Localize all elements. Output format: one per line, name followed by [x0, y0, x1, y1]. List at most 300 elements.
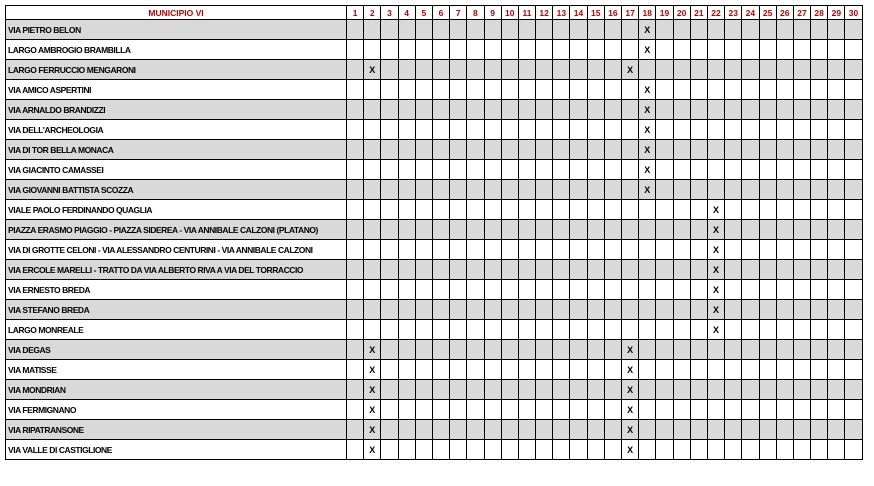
day-cell: [415, 300, 432, 320]
day-cell: [845, 320, 862, 340]
day-mark: X: [364, 360, 381, 380]
day-cell: [604, 200, 621, 220]
day-cell: [622, 180, 639, 200]
day-cell: [536, 400, 553, 420]
day-cell: [553, 420, 570, 440]
day-cell: [518, 360, 535, 380]
day-cell: [432, 380, 449, 400]
day-header-10: 10: [501, 6, 518, 20]
day-cell: [587, 200, 604, 220]
day-cell: [828, 140, 845, 160]
day-cell: [398, 100, 415, 120]
day-cell: [845, 420, 862, 440]
day-cell: [501, 220, 518, 240]
day-cell: [742, 100, 759, 120]
day-cell: [828, 440, 845, 460]
day-header-1: 1: [347, 6, 364, 20]
day-header-5: 5: [415, 6, 432, 20]
table-row: [6, 160, 863, 180]
day-cell: [690, 80, 707, 100]
table-title: MUNICIPIO VI: [6, 6, 347, 20]
day-cell: [381, 380, 398, 400]
day-cell: [501, 440, 518, 460]
day-cell: [725, 240, 742, 260]
day-cell: [776, 60, 793, 80]
street-name: VIA ERCOLE MARELLI - TRATTO DA VIA ALBERTO RIVA A VIA DEL TORRACCIO: [6, 260, 347, 280]
day-cell: [622, 120, 639, 140]
day-cell: [432, 120, 449, 140]
schedule-table: [5, 5, 863, 460]
day-cell: [811, 380, 828, 400]
day-cell: [415, 120, 432, 140]
day-cell: [776, 100, 793, 120]
day-cell: [725, 380, 742, 400]
day-cell: [450, 440, 467, 460]
day-cell: [570, 100, 587, 120]
day-cell: [484, 120, 501, 140]
day-cell: [811, 440, 828, 460]
day-cell: [484, 80, 501, 100]
day-cell: [467, 400, 484, 420]
day-cell: [381, 140, 398, 160]
day-cell: [793, 420, 810, 440]
day-cell: [347, 340, 364, 360]
day-header-14: 14: [570, 6, 587, 20]
day-header-15: 15: [587, 6, 604, 20]
day-cell: [484, 280, 501, 300]
day-cell: [398, 340, 415, 360]
day-header-13: 13: [553, 6, 570, 20]
day-cell: [639, 380, 656, 400]
day-cell: [432, 40, 449, 60]
day-cell: [501, 380, 518, 400]
day-cell: [347, 320, 364, 340]
day-cell: [518, 100, 535, 120]
street-name: VIA GIACINTO CAMASSEI: [6, 160, 347, 180]
day-cell: [622, 320, 639, 340]
day-cell: [656, 160, 673, 180]
day-cell: [811, 140, 828, 160]
day-cell: [364, 80, 381, 100]
day-cell: [536, 440, 553, 460]
day-cell: [570, 120, 587, 140]
day-cell: [347, 420, 364, 440]
day-cell: [536, 320, 553, 340]
day-cell: [845, 160, 862, 180]
day-cell: [828, 220, 845, 240]
day-cell: [793, 140, 810, 160]
day-cell: [432, 280, 449, 300]
day-cell: [484, 420, 501, 440]
day-cell: [536, 120, 553, 140]
day-cell: [622, 300, 639, 320]
day-cell: [432, 140, 449, 160]
day-cell: [347, 40, 364, 60]
day-cell: [793, 80, 810, 100]
day-cell: [484, 340, 501, 360]
day-cell: [673, 300, 690, 320]
day-cell: [518, 280, 535, 300]
day-cell: [742, 200, 759, 220]
day-cell: [432, 400, 449, 420]
day-cell: [432, 340, 449, 360]
day-cell: [759, 220, 776, 240]
day-mark: X: [707, 200, 724, 220]
day-cell: [415, 380, 432, 400]
day-mark: X: [639, 140, 656, 160]
day-cell: [501, 200, 518, 220]
day-mark: X: [364, 440, 381, 460]
day-cell: [536, 240, 553, 260]
day-cell: [776, 420, 793, 440]
day-cell: [570, 320, 587, 340]
day-cell: [381, 200, 398, 220]
day-cell: [518, 340, 535, 360]
day-cell: [690, 180, 707, 200]
day-header-3: 3: [381, 6, 398, 20]
day-cell: [398, 40, 415, 60]
day-cell: [467, 80, 484, 100]
day-cell: [587, 80, 604, 100]
day-cell: [587, 60, 604, 80]
day-cell: [518, 60, 535, 80]
day-cell: [845, 380, 862, 400]
table-row: [6, 320, 863, 340]
day-cell: [776, 200, 793, 220]
day-cell: [622, 260, 639, 280]
day-cell: [622, 40, 639, 60]
day-cell: [656, 200, 673, 220]
day-cell: [553, 300, 570, 320]
day-cell: [690, 320, 707, 340]
day-cell: [553, 360, 570, 380]
day-cell: [553, 40, 570, 60]
day-mark: X: [639, 100, 656, 120]
day-cell: [450, 160, 467, 180]
table-row: [6, 180, 863, 200]
day-cell: [450, 20, 467, 40]
day-mark: X: [364, 60, 381, 80]
street-name: PIAZZA ERASMO PIAGGIO - PIAZZA SIDEREA - VIA ANNIBALE CALZONI (PLATANO): [6, 220, 347, 240]
street-name: VIA PIETRO BELON: [6, 20, 347, 40]
day-cell: [759, 440, 776, 460]
day-cell: [347, 240, 364, 260]
day-cell: [656, 420, 673, 440]
day-cell: [656, 140, 673, 160]
day-cell: [845, 180, 862, 200]
day-cell: [432, 440, 449, 460]
day-cell: [776, 20, 793, 40]
day-cell: [501, 240, 518, 260]
day-cell: [604, 240, 621, 260]
day-cell: [518, 80, 535, 100]
day-cell: [415, 420, 432, 440]
day-cell: [518, 20, 535, 40]
street-name: VIALE PAOLO FERDINANDO QUAGLIA: [6, 200, 347, 220]
day-cell: [553, 220, 570, 240]
day-cell: [759, 240, 776, 260]
day-cell: [793, 380, 810, 400]
day-cell: [518, 140, 535, 160]
day-cell: [347, 260, 364, 280]
day-cell: [450, 400, 467, 420]
day-cell: [690, 160, 707, 180]
day-cell: [484, 400, 501, 420]
day-cell: [484, 320, 501, 340]
day-cell: [811, 420, 828, 440]
day-cell: [759, 20, 776, 40]
day-cell: [587, 140, 604, 160]
day-cell: [845, 400, 862, 420]
day-cell: [553, 60, 570, 80]
day-cell: [811, 80, 828, 100]
day-header-18: 18: [639, 6, 656, 20]
day-cell: [501, 320, 518, 340]
day-cell: [415, 140, 432, 160]
day-cell: [656, 320, 673, 340]
day-cell: [484, 160, 501, 180]
day-cell: [759, 80, 776, 100]
day-cell: [415, 340, 432, 360]
day-cell: [553, 100, 570, 120]
day-cell: [484, 240, 501, 260]
day-cell: [415, 20, 432, 40]
table-row: [6, 340, 863, 360]
day-header-30: 30: [845, 6, 862, 20]
day-cell: [518, 180, 535, 200]
day-cell: [347, 80, 364, 100]
day-cell: [553, 440, 570, 460]
day-cell: [587, 180, 604, 200]
day-cell: [501, 40, 518, 60]
day-cell: [450, 360, 467, 380]
day-cell: [604, 40, 621, 60]
day-cell: [759, 300, 776, 320]
day-cell: [759, 40, 776, 60]
day-cell: [639, 360, 656, 380]
table-row: [6, 200, 863, 220]
day-cell: [793, 200, 810, 220]
day-cell: [518, 440, 535, 460]
street-name: VIA VALLE DI CASTIGLIONE: [6, 440, 347, 460]
day-cell: [707, 180, 724, 200]
day-cell: [484, 20, 501, 40]
day-cell: [536, 300, 553, 320]
day-cell: [347, 100, 364, 120]
day-cell: [742, 220, 759, 240]
day-cell: [845, 440, 862, 460]
day-cell: [622, 200, 639, 220]
day-cell: [759, 380, 776, 400]
street-name: VIA DI GROTTE CELONI - VIA ALESSANDRO CENTURINI - VIA ANNIBALE CALZONI: [6, 240, 347, 260]
day-cell: [570, 160, 587, 180]
day-cell: [364, 100, 381, 120]
day-cell: [450, 420, 467, 440]
day-mark: X: [364, 400, 381, 420]
day-cell: [347, 20, 364, 40]
day-cell: [742, 340, 759, 360]
day-cell: [604, 300, 621, 320]
day-mark: X: [622, 400, 639, 420]
day-mark: X: [707, 220, 724, 240]
day-cell: [570, 360, 587, 380]
day-cell: [432, 360, 449, 380]
day-cell: [845, 60, 862, 80]
day-cell: [622, 20, 639, 40]
day-cell: [536, 140, 553, 160]
street-name: LARGO FERRUCCIO MENGARONI: [6, 60, 347, 80]
day-cell: [656, 20, 673, 40]
day-cell: [690, 140, 707, 160]
day-cell: [639, 60, 656, 80]
day-cell: [845, 140, 862, 160]
day-cell: [347, 400, 364, 420]
day-cell: [570, 80, 587, 100]
day-mark: X: [639, 160, 656, 180]
day-cell: [673, 440, 690, 460]
day-cell: [347, 380, 364, 400]
day-cell: [364, 240, 381, 260]
day-cell: [725, 200, 742, 220]
day-cell: [553, 240, 570, 260]
street-name: VIA GIOVANNI BATTISTA SCOZZA: [6, 180, 347, 200]
day-cell: [656, 180, 673, 200]
day-cell: [364, 180, 381, 200]
day-cell: [398, 280, 415, 300]
day-cell: [604, 380, 621, 400]
day-cell: [793, 400, 810, 420]
day-cell: [518, 260, 535, 280]
day-cell: [828, 280, 845, 300]
day-cell: [776, 300, 793, 320]
day-cell: [656, 120, 673, 140]
day-cell: [467, 240, 484, 260]
day-cell: [776, 260, 793, 280]
day-cell: [725, 100, 742, 120]
day-cell: [432, 240, 449, 260]
day-cell: [501, 280, 518, 300]
day-cell: [501, 60, 518, 80]
day-cell: [381, 240, 398, 260]
day-cell: [518, 160, 535, 180]
day-mark: X: [622, 420, 639, 440]
day-cell: [518, 120, 535, 140]
day-cell: [467, 360, 484, 380]
day-cell: [536, 340, 553, 360]
day-cell: [587, 340, 604, 360]
table-body: [6, 20, 863, 460]
day-cell: [381, 260, 398, 280]
day-cell: [742, 60, 759, 80]
day-header-23: 23: [725, 6, 742, 20]
day-cell: [742, 160, 759, 180]
day-cell: [793, 100, 810, 120]
day-header-17: 17: [622, 6, 639, 20]
day-cell: [415, 440, 432, 460]
day-cell: [501, 400, 518, 420]
day-cell: [639, 240, 656, 260]
day-cell: [381, 340, 398, 360]
table-row: [6, 360, 863, 380]
day-cell: [467, 440, 484, 460]
day-cell: [364, 20, 381, 40]
day-cell: [776, 120, 793, 140]
day-cell: [656, 100, 673, 120]
day-cell: [828, 380, 845, 400]
table-row: [6, 60, 863, 80]
day-cell: [656, 40, 673, 60]
day-cell: [845, 280, 862, 300]
day-header-21: 21: [690, 6, 707, 20]
day-cell: [484, 60, 501, 80]
day-cell: [811, 180, 828, 200]
day-mark: X: [707, 260, 724, 280]
day-cell: [501, 160, 518, 180]
day-cell: [587, 100, 604, 120]
day-cell: [776, 80, 793, 100]
day-cell: [467, 260, 484, 280]
day-cell: [673, 240, 690, 260]
day-cell: [656, 400, 673, 420]
day-cell: [536, 220, 553, 240]
day-cell: [639, 440, 656, 460]
day-cell: [690, 240, 707, 260]
table-row: [6, 120, 863, 140]
day-cell: [450, 260, 467, 280]
day-cell: [673, 60, 690, 80]
day-cell: [845, 120, 862, 140]
day-cell: [828, 300, 845, 320]
day-cell: [347, 440, 364, 460]
day-cell: [398, 180, 415, 200]
day-cell: [484, 440, 501, 460]
day-cell: [622, 100, 639, 120]
day-cell: [518, 320, 535, 340]
day-cell: [793, 180, 810, 200]
day-cell: [415, 220, 432, 240]
day-cell: [776, 180, 793, 200]
day-cell: [347, 180, 364, 200]
day-cell: [707, 120, 724, 140]
day-cell: [501, 20, 518, 40]
day-cell: [553, 280, 570, 300]
day-cell: [432, 60, 449, 80]
day-cell: [381, 280, 398, 300]
day-cell: [622, 240, 639, 260]
day-cell: [467, 40, 484, 60]
day-cell: [536, 180, 553, 200]
day-cell: [570, 220, 587, 240]
day-cell: [811, 120, 828, 140]
day-cell: [656, 80, 673, 100]
day-cell: [570, 60, 587, 80]
day-cell: [501, 180, 518, 200]
day-mark: X: [639, 80, 656, 100]
day-cell: [432, 300, 449, 320]
day-cell: [432, 320, 449, 340]
day-cell: [381, 300, 398, 320]
day-cell: [793, 20, 810, 40]
day-cell: [432, 420, 449, 440]
day-header-27: 27: [793, 6, 810, 20]
day-cell: [622, 80, 639, 100]
day-cell: [690, 260, 707, 280]
day-cell: [725, 420, 742, 440]
day-cell: [811, 160, 828, 180]
day-cell: [690, 380, 707, 400]
day-cell: [725, 40, 742, 60]
street-name: VIA ERNESTO BREDA: [6, 280, 347, 300]
